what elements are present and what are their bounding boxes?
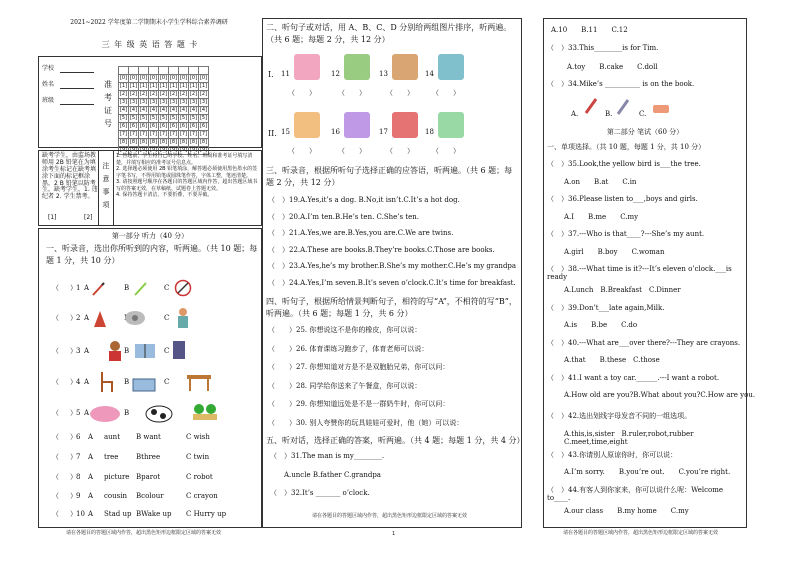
footer-middle: 请在各题目的答题区域内作答，超出黑色矩形边框限定区域的答案无效 <box>312 513 468 519</box>
sec1-instruction: 一、听录音，选出你所听到的内容，听两遍。（共 10 题；每题 1 分，共 10 分） <box>46 244 258 265</box>
option-a-text: picture <box>104 473 130 481</box>
ticket-grid-digit-cell[interactable]: [4] <box>119 107 128 113</box>
ticket-char-1: 准 <box>104 80 112 89</box>
school-field[interactable] <box>60 72 94 73</box>
ticket-grid-digit-cell[interactable]: [4] <box>189 107 198 113</box>
ticket-grid-digit-cell[interactable]: [0] <box>139 75 148 81</box>
ticket-grid-digit-cell[interactable]: [9] <box>139 147 148 153</box>
absent-mark-2[interactable]: [2] <box>84 214 93 221</box>
option-a-label: A <box>88 473 94 481</box>
ticket-grid-input-cell[interactable] <box>189 67 199 75</box>
answer-options: A.I’m sorry. B.you’re out. C.you’re right. <box>564 468 731 476</box>
notice-divider-1 <box>98 150 99 226</box>
q34: （ ）34.Mike’s __________ is on the book. <box>547 80 695 88</box>
question-item[interactable]: （ ）41.I want a toy car.______.---I want a robot. <box>547 373 720 382</box>
picture-illustration-icon <box>344 112 370 138</box>
ticket-grid-digit-cell[interactable]: [0] <box>149 75 158 81</box>
ticket-grid-digit-cell[interactable]: [9] <box>149 147 158 153</box>
option-a-text: cousin <box>104 492 127 500</box>
question-item[interactable]: （ ）38.---What time is it?---It’s eleven o’clock.___is ready <box>547 265 732 282</box>
ticket-grid-digit-cell[interactable]: [0] <box>199 75 208 81</box>
ticket-grid-digit-cell[interactable]: [6] <box>129 123 138 129</box>
notice-char-3: 事 <box>102 188 110 196</box>
item-number: 10 <box>76 510 85 518</box>
picture-number: 14 <box>425 70 434 78</box>
ticket-grid-digit-cell[interactable]: [8] <box>199 139 208 145</box>
picture-number: 15 <box>281 128 290 136</box>
question-item[interactable]: （ ）22.A.These are books.B.They’re books.C.Those are books. <box>268 245 495 254</box>
question-item[interactable]: （ ）23.A.Yes,he’s my brother.B.She’s my mother.C.He’s my grandpa <box>268 262 517 270</box>
ticket-grid-digit-cell[interactable]: [1] <box>129 83 138 89</box>
ticket-number-grid[interactable] <box>118 66 209 155</box>
pencil-icon <box>90 281 106 297</box>
farm-animals-icon <box>190 401 220 423</box>
answer-bracket[interactable]: （ ） <box>432 147 460 155</box>
answer-bracket-close[interactable]: ） <box>70 284 77 292</box>
option-b-label: B <box>124 347 130 355</box>
ticket-grid-digit-cell[interactable]: [6] <box>159 123 168 129</box>
option-a-label: A <box>88 433 94 441</box>
question-item[interactable]: （ ）20.A.I’m ten.B.He’s ten. C.She’s ten. <box>268 212 420 221</box>
option-c-label: C <box>164 378 170 386</box>
ticket-grid-digit-cell[interactable]: [8] <box>149 139 158 145</box>
question-item[interactable]: （ ）37.---Who is that____?---She’s my aunt. <box>547 230 705 238</box>
ticket-grid-digit-cell[interactable]: [3] <box>199 99 208 105</box>
ticket-char-4: 号 <box>104 119 112 128</box>
answer-bracket-open[interactable]: （ <box>52 453 59 461</box>
ticket-grid-digit-cell[interactable]: [3] <box>139 99 148 105</box>
pencil-crossed-icon <box>174 279 192 297</box>
picture-number: 12 <box>331 70 340 78</box>
option-c-text: C crayon <box>186 492 218 500</box>
ticket-grid-digit-cell[interactable]: [1] <box>179 83 188 89</box>
school-label: 学校 <box>42 65 55 72</box>
ticket-grid-digit-cell[interactable]: [8] <box>119 139 128 145</box>
answer-bracket[interactable]: （ ） <box>432 89 460 97</box>
option-b-text: Bparot <box>136 473 161 481</box>
sec2-instruction: 二、听句子或对话，用 A、B、C、D 分别给两组图片排序，听两遍。（共 6 题；每题 2 分，共 12 分） <box>266 23 512 45</box>
item-number: 6 <box>76 433 81 441</box>
footer-left: 请在各题目的答题区域内作答，超出黑色矩形边框限定区域的答案无效 <box>66 530 222 536</box>
ticket-grid-digit-cell[interactable]: [9] <box>169 147 178 153</box>
answer-bracket-close[interactable]: ） <box>70 492 77 500</box>
q34-option-b: B. <box>605 110 613 118</box>
ticket-grid-digit-cell[interactable]: [6] <box>199 123 208 129</box>
ticket-grid-digit-cell[interactable]: [1] <box>119 83 128 89</box>
ticket-grid-digit-cell[interactable]: [4] <box>199 107 208 113</box>
answer-options: A.this,is,sister B.ruler,robot,rubber C.meet,time,eight <box>564 429 701 446</box>
ticket-grid-digit-cell[interactable]: [7] <box>149 131 158 137</box>
ticket-grid-digit-cell[interactable]: [0] <box>159 75 168 81</box>
ticket-grid-digit-cell[interactable]: [0] <box>179 75 188 81</box>
ticket-grid-digit-cell[interactable]: [7] <box>129 131 138 137</box>
option-a-text: tree <box>104 453 119 461</box>
ticket-grid-digit-cell[interactable]: [3] <box>119 99 128 105</box>
ticket-grid-digit-cell[interactable]: [8] <box>189 139 198 145</box>
question-item[interactable]: （ ）36.Please listen to___,boys and girls. <box>547 195 698 203</box>
answer-bracket-open[interactable]: （ <box>52 314 59 322</box>
ticket-char-2: 考 <box>104 93 112 102</box>
ticket-grid-digit-cell[interactable]: [9] <box>179 147 188 153</box>
pencil-icon <box>92 309 108 329</box>
notice-char-4: 项 <box>102 201 110 209</box>
ticket-grid-digit-cell[interactable]: [7] <box>179 131 188 137</box>
answer-bracket[interactable]: （ ） <box>288 147 316 155</box>
sec5-instruction: 五、听对话，选择正确的答案，听两遍。（共 4 题；每题 1 分，共 4 分） <box>266 436 525 445</box>
notice-item-2: 2. 选择题必须使用 2B 铅笔填涂，解答题必须使用黑色墨水的签字笔书写，不得用铅笔或圆珠笔作答，字体工整，笔迹清楚。 <box>116 166 258 179</box>
answer-bracket-close[interactable]: ） <box>70 433 77 441</box>
option-a-label: A <box>84 378 90 386</box>
ticket-grid-digit-cell[interactable]: [8] <box>179 139 188 145</box>
judgement-item[interactable]: （ ）28. 同学给你送来了午餐盒，你可以说： <box>268 381 422 390</box>
ticket-grid-digit-cell[interactable]: [7] <box>169 131 178 137</box>
answer-bracket-close[interactable]: ） <box>70 314 77 322</box>
ticket-grid-digit-cell[interactable]: [5] <box>179 115 188 121</box>
notice-char-1: 注 <box>102 162 110 170</box>
judgement-item[interactable]: （ ）27. 你想知道对方是不是双胞胎兄弟，你可以问： <box>268 363 450 371</box>
picture-illustration-icon <box>294 54 320 80</box>
ticket-grid-digit-cell[interactable]: [0] <box>129 75 138 81</box>
option-c-text: C Hurry up <box>186 510 227 518</box>
ticket-grid-digit-cell[interactable]: [3] <box>179 99 188 105</box>
answer-options: A.our class B.my home C.my <box>564 506 689 515</box>
absent-notice: 缺考学生，由监场教师用 2B 铅笔在为填涂考生标记在缺考填涂下面的标记框涂黑，2 B 铅笔以防考生，缺考学生，1. 违纪者 2. 学生禁考。 <box>42 152 98 201</box>
ticket-grid-digit-cell[interactable]: [7] <box>199 131 208 137</box>
marker-icon <box>584 97 598 115</box>
option-b-label: B <box>124 378 130 386</box>
ticket-grid-digit-cell[interactable]: [7] <box>139 131 148 137</box>
ticket-grid-input-cell[interactable] <box>119 67 129 75</box>
ticket-grid-digit-cell[interactable]: [1] <box>139 83 148 89</box>
answer-bracket[interactable]: （ ） <box>338 89 366 97</box>
chair-icon <box>98 371 116 393</box>
picture-illustration-icon <box>438 54 464 80</box>
option-a-text: aunt <box>104 433 121 441</box>
ticket-grid-digit-cell[interactable]: [2] <box>199 91 208 97</box>
ticket-grid-digit-cell[interactable]: [5] <box>169 115 178 121</box>
ticket-grid-input-cell[interactable] <box>169 67 179 75</box>
q33: （ ）33.This________is for Tim. <box>547 44 659 52</box>
q33-options: A.toy B.cake C.doll <box>567 63 658 71</box>
cow-icon <box>144 404 174 424</box>
ticket-grid-digit-cell[interactable]: [5] <box>199 115 208 121</box>
option-a-label: A <box>84 409 90 417</box>
answer-bracket-close[interactable]: ） <box>70 510 77 518</box>
ticket-grid-digit-cell[interactable]: [5] <box>189 115 198 121</box>
picture-illustration-icon <box>438 112 464 138</box>
answer-bracket-close[interactable]: ） <box>70 378 77 386</box>
ticket-grid-digit-cell[interactable]: [2] <box>119 91 128 97</box>
pencil-icon <box>124 309 146 327</box>
answer-options: A.uncle B.father C.grandpa <box>284 471 381 479</box>
name-label: 姓名 <box>42 81 55 88</box>
item-number: 8 <box>76 473 81 481</box>
answer-bracket-open[interactable]: （ <box>52 473 59 481</box>
ticket-grid-digit-cell[interactable]: [4] <box>139 107 148 113</box>
item-number: 3 <box>76 347 81 355</box>
class-label: 班级 <box>42 97 55 104</box>
answer-bracket-close[interactable]: ） <box>70 409 77 417</box>
option-b-label: B <box>124 409 130 417</box>
group2-label: II． <box>268 129 283 138</box>
question-item[interactable]: （ ）44.有客人到你家来，你可以说什么呢：Welcome to____. <box>547 485 724 502</box>
judgement-item[interactable]: （ ）26. 体育课练习跑步了，体育老师可以说： <box>268 344 429 353</box>
ticket-grid-digit-cell[interactable]: [2] <box>159 91 168 97</box>
page-number: 1 <box>392 531 396 537</box>
option-a-label: A <box>88 510 94 518</box>
ticket-grid-input-cell[interactable] <box>149 67 159 75</box>
sec3-instruction: 三、听录音，根据所听句子选择正确的应答语，听两遍。（共 6 题；每题 2 分，共 12 分） <box>266 166 513 188</box>
question-item[interactable]: （ ）32.It’s _______ o’clock. <box>270 489 370 497</box>
answer-bracket[interactable]: （ ） <box>288 89 316 97</box>
ticket-label <box>103 78 113 130</box>
picture-number: 11 <box>281 70 290 78</box>
item-number: 7 <box>76 453 81 461</box>
ticket-grid-digit-cell[interactable]: [8] <box>139 139 148 145</box>
answer-bracket-open[interactable]: （ <box>52 284 59 292</box>
options-top: A.10 B.11 C.12 <box>551 26 628 34</box>
picture-number: 17 <box>379 128 388 136</box>
picture-number: 16 <box>331 128 340 136</box>
ticket-grid-digit-cell[interactable]: [8] <box>169 139 178 145</box>
item-number: 5 <box>76 409 81 417</box>
ticket-grid-digit-cell[interactable]: [1] <box>199 83 208 89</box>
ticket-grid-digit-cell[interactable]: [2] <box>189 91 198 97</box>
ticket-grid-digit-cell[interactable]: [5] <box>119 115 128 121</box>
ticket-grid-digit-cell[interactable]: [6] <box>189 123 198 129</box>
question-item[interactable]: （ ）40.---What are___over there?---They are crayons. <box>547 338 741 347</box>
option-a-text: Stad up <box>104 510 132 518</box>
ticket-grid-digit-cell[interactable]: [5] <box>139 115 148 121</box>
ticket-grid-digit-cell[interactable]: [4] <box>159 107 168 113</box>
q34-option-a: A. <box>571 110 579 118</box>
option-a-label: A <box>88 453 94 461</box>
question-item[interactable]: （ ）35.Look,the yellow bird is___the tree. <box>547 160 701 168</box>
part1-title: 第一部分 听力（40 分） <box>111 232 189 240</box>
box-icon <box>132 377 156 391</box>
notice-divider-2 <box>113 150 114 226</box>
question-item[interactable]: （ ）21.A.Yes,we are.B.Yes,you are.C.We are twins. <box>268 229 454 237</box>
item-number: 1 <box>76 284 81 292</box>
option-b-text: BWake up <box>136 510 172 518</box>
judgement-item[interactable]: （ ）29. 你想知道远处是不是一群奶牛时，你可以问： <box>268 400 450 408</box>
part2-sec1: 一、单项选择。（共 10 题，每题 1 分，共 10 分） <box>547 143 706 151</box>
ticket-grid-digit-cell[interactable]: [9] <box>159 147 168 153</box>
answer-bracket-open[interactable]: （ <box>52 347 59 355</box>
ticket-grid-digit-cell[interactable]: [1] <box>149 83 158 89</box>
picture-number: 13 <box>379 70 388 78</box>
ticket-grid-digit-cell[interactable]: [3] <box>189 99 198 105</box>
answer-options: A.I B.me C.my <box>564 212 639 221</box>
question-item[interactable]: （ ）39.Don’t___late again,Milk. <box>547 303 665 312</box>
option-b-label: B <box>124 284 130 292</box>
notice-char-2: 意 <box>102 175 110 183</box>
answer-options: A.How old are you?B.What about you?C.How are you. <box>564 391 756 399</box>
notice-item-3: 3. 请按照题号顺序在各题目的答题区域内作答，超出答题区域书写的答案无效，在草稿纸、试题卷上答题无效。 <box>116 179 258 192</box>
ticket-grid-input-cell[interactable] <box>139 67 149 75</box>
question-item[interactable]: （ ）31.The man is my________. <box>270 452 385 460</box>
option-c-text: C twin <box>186 453 210 461</box>
ticket-grid-digit-cell[interactable]: [9] <box>189 147 198 153</box>
item-number: 2 <box>76 314 81 322</box>
group1-label: I． <box>268 70 280 79</box>
ticket-grid-digit-cell[interactable]: [4] <box>129 107 138 113</box>
ticket-grid-input-cell[interactable] <box>159 67 169 75</box>
ticket-grid-digit-cell[interactable]: [6] <box>169 123 178 129</box>
ticket-grid-digit-cell[interactable]: [3] <box>149 99 158 105</box>
pig-icon <box>88 403 122 423</box>
ticket-grid-digit-cell[interactable]: [6] <box>149 123 158 129</box>
ticket-grid-digit-cell[interactable]: [0] <box>169 75 178 81</box>
picture-illustration-icon <box>344 54 370 80</box>
answer-bracket[interactable]: （ ） <box>386 147 414 155</box>
option-a-label: A <box>84 347 90 355</box>
ticket-grid-digit-cell[interactable]: [7] <box>159 131 168 137</box>
ticket-grid-digit-cell[interactable]: [6] <box>179 123 188 129</box>
option-b-text: Bthree <box>136 453 161 461</box>
ticket-grid-digit-cell[interactable]: [4] <box>179 107 188 113</box>
picture-number: 18 <box>425 128 434 136</box>
ticket-grid-input-cell[interactable] <box>129 67 139 75</box>
ticket-grid-digit-cell[interactable]: [5] <box>149 115 158 121</box>
ticket-grid-digit-cell[interactable]: [0] <box>189 75 198 81</box>
ticket-grid-digit-cell[interactable]: [8] <box>129 139 138 145</box>
option-c-label: C <box>164 284 170 292</box>
answer-bracket-open[interactable]: （ <box>52 492 59 500</box>
person-icon <box>104 340 126 362</box>
question-item[interactable]: （ ）24.A.Yes,I’m seven.B.It’s seven o’clock.C.It’s time for breakfast. <box>268 278 516 287</box>
ticket-grid-digit-cell[interactable]: [2] <box>129 91 138 97</box>
ticket-char-3: 证 <box>104 106 112 115</box>
answer-bracket-close[interactable]: ） <box>70 453 77 461</box>
ticket-grid-digit-cell[interactable]: [5] <box>129 115 138 121</box>
question-item[interactable]: （ ）42.选出划线字母发音不同的一组选项。 <box>547 412 692 420</box>
ticket-grid-digit-cell[interactable]: [3] <box>169 99 178 105</box>
question-item[interactable]: （ ）19.A.Yes,it’s a dog. B.No,it isn’t.C.It’s a hot dog. <box>268 196 460 204</box>
answer-bracket[interactable]: （ ） <box>386 89 414 97</box>
book-icon <box>172 340 186 360</box>
item-number: 9 <box>76 492 81 500</box>
ticket-grid-digit-cell[interactable]: [9] <box>119 147 128 153</box>
exam-title: 2021~2022 学年度第二学期期末小学生学科综合素养调研 <box>70 19 228 26</box>
pencil-icon <box>616 98 630 116</box>
notice-items <box>116 153 259 199</box>
question-item[interactable]: （ ）43.你请别人原谅你时，你可以说： <box>547 450 678 459</box>
option-c-label: C <box>164 314 170 322</box>
ticket-grid-input-cell[interactable] <box>199 67 209 75</box>
ticket-grid-digit-cell[interactable]: [4] <box>149 107 158 113</box>
answer-options: A.girl B.boy C.woman <box>564 247 665 256</box>
ticket-grid-digit-cell[interactable]: [2] <box>169 91 178 97</box>
ticket-grid-input-cell[interactable] <box>179 67 189 75</box>
answer-options: A.that B.these C.those <box>564 356 660 364</box>
answer-bracket-open[interactable]: （ <box>52 433 59 441</box>
notice-item-1: 1. 答题前，学生将自己的学校、姓名、班级和准考证号填写清楚，并填写相应的准考证号信息点。 <box>116 153 253 166</box>
option-c-text: C wish <box>186 433 210 441</box>
pencil-icon <box>132 281 148 297</box>
answer-bracket[interactable]: （ ） <box>338 147 366 155</box>
option-b-text: B want <box>136 433 161 441</box>
name-field[interactable] <box>60 88 94 89</box>
ticket-grid-digit-cell[interactable]: [1] <box>169 83 178 89</box>
ticket-grid-digit-cell[interactable]: [3] <box>129 99 138 105</box>
option-a-label: A <box>88 492 94 500</box>
answer-bracket-open[interactable]: （ <box>52 378 59 386</box>
ticket-grid-digit-cell[interactable]: [4] <box>169 107 178 113</box>
absent-mark-1[interactable]: [1] <box>48 214 57 221</box>
option-c-text: C robot <box>186 473 213 481</box>
notice-item-4: 4. 保持答题卡清洁，不要折叠，不要弄破。 <box>116 192 213 198</box>
footer-right: 请在各题目的答题区域内作答，超出黑色矩形边框限定区域的答案无效 <box>563 530 719 536</box>
ticket-grid-digit-cell[interactable]: [1] <box>189 83 198 89</box>
ticket-grid-digit-cell[interactable]: [3] <box>159 99 168 105</box>
ticket-grid-digit-cell[interactable]: [8] <box>159 139 168 145</box>
sec4-instruction: 四、听句子，根据所给情景判断句子，相符的写“A”，不相符的写“B”，听两遍。（共 6 题；每题 1 分，共 6 分） <box>266 297 517 319</box>
option-a-label: A <box>84 284 90 292</box>
ticket-grid-digit-cell[interactable]: [7] <box>119 131 128 137</box>
option-b-text: Bcolour <box>136 492 164 500</box>
answer-card-title: 三 年 级 英 语 答 题 卡 <box>101 40 199 49</box>
picture-illustration-icon <box>392 54 418 80</box>
ticket-grid-digit-cell[interactable]: [0] <box>119 75 128 81</box>
answer-options: A.is B.be C.do <box>564 321 638 329</box>
answer-bracket-close[interactable]: ） <box>70 473 77 481</box>
ticket-grid-digit-cell[interactable]: [2] <box>139 91 148 97</box>
ticket-grid-digit-cell[interactable]: [9] <box>199 147 208 153</box>
judgement-item[interactable]: （ ）30. 别人夸赞你的玩具娃娃可爱时，他（她）可以说： <box>268 418 464 427</box>
ticket-grid-digit-cell[interactable]: [2] <box>179 91 188 97</box>
answer-bracket-open[interactable]: （ <box>52 409 59 417</box>
judgement-item[interactable]: （ ）25. 你想说这不是你的橡皮，你可以说： <box>268 326 422 334</box>
table-icon <box>186 372 212 392</box>
class-field[interactable] <box>60 104 94 105</box>
part2-title: 第二部分 笔试（60 分） <box>606 128 684 136</box>
answer-options: A.Lunch B.Breakfast C.Dinner <box>564 286 681 294</box>
item-number: 4 <box>76 378 81 386</box>
answer-bracket-open[interactable]: （ <box>52 510 59 518</box>
picture-illustration-icon <box>392 112 418 138</box>
option-c-label: C <box>164 347 170 355</box>
q34-option-c: C. <box>639 110 647 118</box>
ticket-grid-digit-cell[interactable]: [2] <box>149 91 158 97</box>
ticket-grid-digit-cell[interactable]: [1] <box>159 83 168 89</box>
ticket-grid-digit-cell[interactable]: [6] <box>119 123 128 129</box>
option-a-label: A <box>84 314 90 322</box>
ticket-grid-digit-cell[interactable]: [6] <box>139 123 148 129</box>
answer-options: A.on B.at C.in <box>564 177 637 186</box>
picture-illustration-icon <box>294 112 320 138</box>
person-icon <box>174 307 192 329</box>
ticket-grid-digit-cell[interactable]: [7] <box>189 131 198 137</box>
answer-bracket-close[interactable]: ） <box>70 347 77 355</box>
book-icon <box>134 342 156 360</box>
ticket-grid-digit-cell[interactable]: [9] <box>129 147 138 153</box>
ticket-grid-digit-cell[interactable]: [5] <box>159 115 168 121</box>
eraser-icon <box>652 100 670 112</box>
notice-side-label <box>101 160 111 212</box>
